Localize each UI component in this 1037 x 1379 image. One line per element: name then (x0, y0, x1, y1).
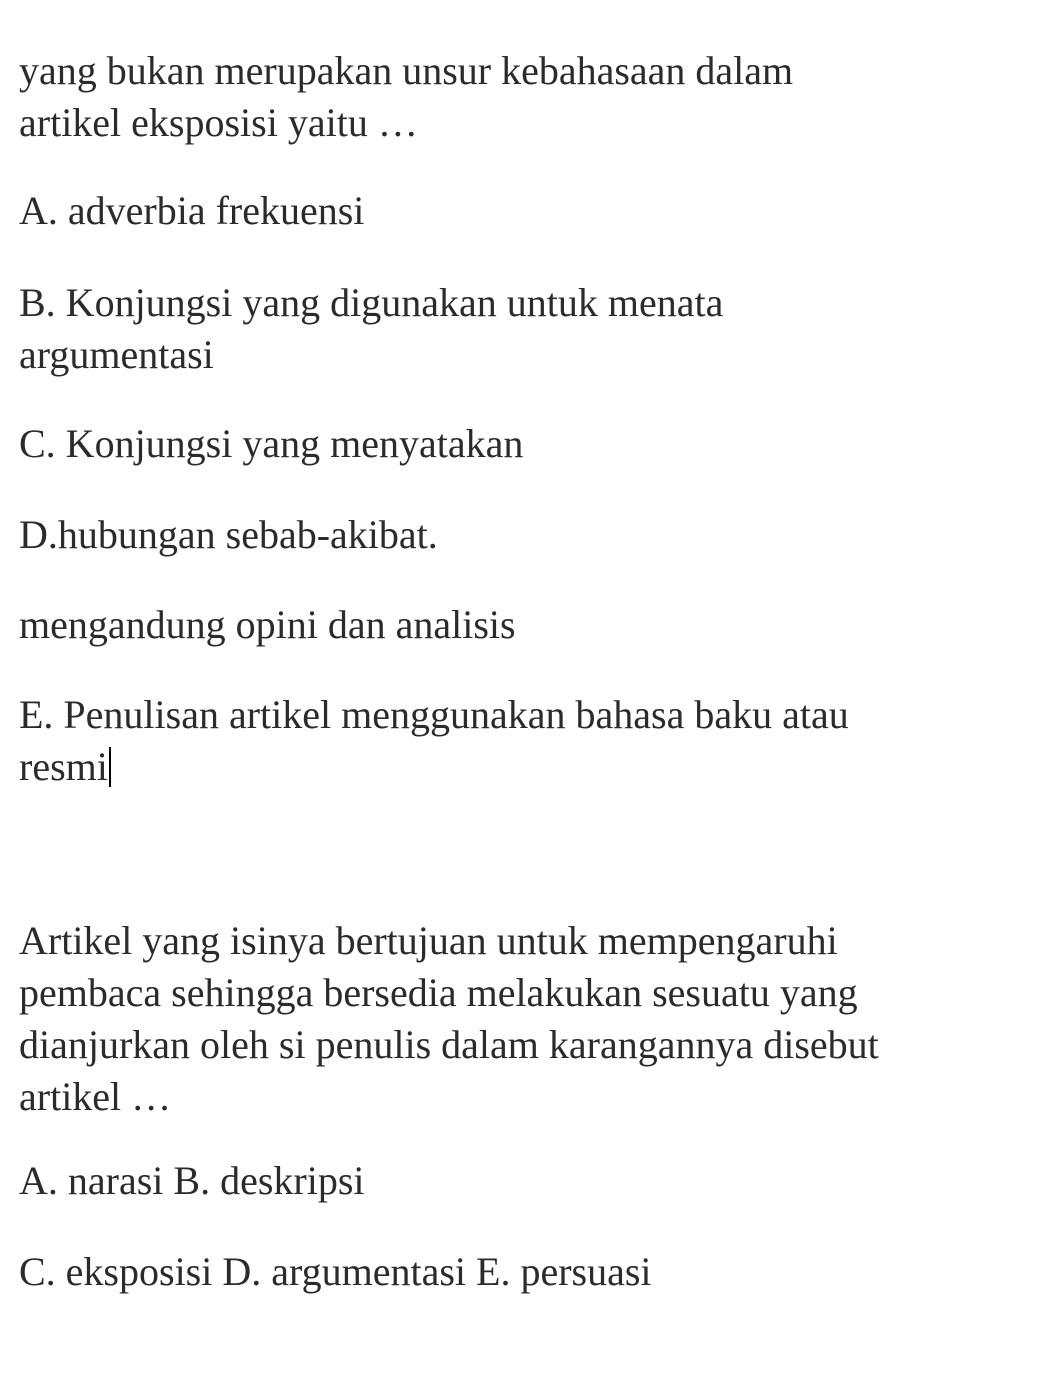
question-1-option-b-line-2: argumentasi (19, 332, 214, 377)
question-2-stem-line-3: dianjurkan oleh si penulis dalam karangannya disebut (19, 1022, 879, 1067)
question-2-options-line-1: A. narasi B. deskripsi (19, 1158, 365, 1203)
question-1-extra-line: mengandung opini dan analisis (19, 602, 516, 647)
question-1-option-e-line-1: E. Penulisan artikel menggunakan bahasa baku atau (19, 692, 849, 737)
question-1-option-d: D.hubungan sebab-akibat. (19, 512, 438, 557)
question-1-stem-line-1: yang bukan merupakan unsur kebahasaan dalam (19, 48, 794, 93)
question-2-stem-line-1: Artikel yang isinya bertujuan untuk mempengaruhi (19, 918, 838, 963)
question-2-stem-line-2: pembaca sehingga bersedia melakukan sesuatu yang (19, 970, 858, 1015)
question-1-option-e-line-2-text: resmi (19, 744, 108, 789)
question-2-options-line-2: C. eksposisi D. argumentasi E. persuasi (19, 1249, 652, 1294)
text-cursor (109, 747, 111, 787)
question-1-stem (19, 45, 793, 149)
question-1-option-b (19, 277, 723, 381)
question-2-stem-line-4: artikel … (19, 1074, 172, 1119)
question-1-option-b-line-1: B. Konjungsi yang digunakan untuk menata (19, 280, 724, 325)
question-1-option-c: C. Konjungsi yang menyatakan (19, 421, 524, 466)
question-1-option-e (19, 689, 849, 793)
question-2-stem (19, 915, 879, 1123)
question-1-stem-line-2: artikel eksposisi yaitu … (19, 100, 418, 145)
question-1-option-a: A. adverbia frekuensi (19, 188, 365, 233)
question-1-option-e-line-2 (19, 741, 849, 793)
